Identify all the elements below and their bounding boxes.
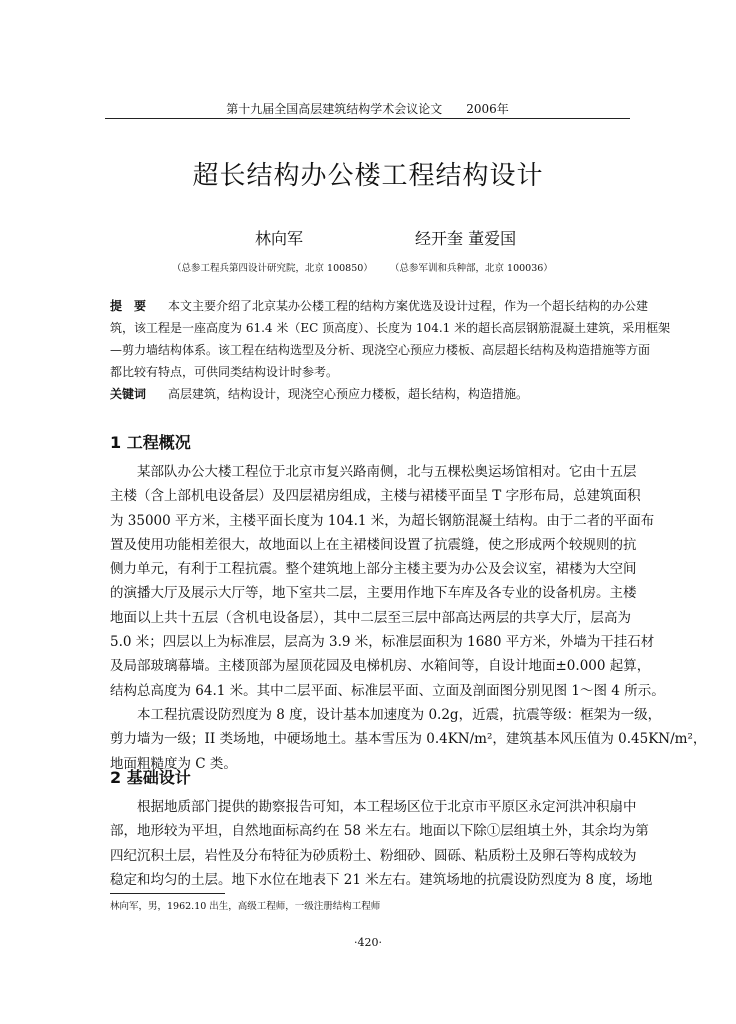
paper-title: 超长结构办公楼工程结构设计 [192, 161, 544, 191]
body-line: 某部队办公大楼工程位于北京市复兴路南侧，北与五棵松奥运场馆相对。它由十五层 [110, 464, 637, 480]
section-heading-1: 1 工程概况 [110, 433, 191, 452]
abstract [110, 295, 671, 405]
author-1: 林向军 [255, 229, 304, 248]
body-line: 主楼（含上部机电设备层）及四层裙房组成，主楼与裙楼平面呈 T 字形布局，总建筑面积 [110, 488, 641, 505]
body-line: 为 35000 平方米，主楼平面长度为 104.1 米，为超长钢筋混凝土结构。由于二者的平面布 [110, 512, 655, 529]
body-line: 地面粗糙度为 C 类。 [110, 755, 237, 772]
abstract-line: 都比较有特点，可供同类结构设计时参考。 [110, 365, 339, 379]
running-header: 第十九届全国高层建筑结构学术会议论文 2006年 [226, 102, 509, 116]
abstract-line: —剪力墙结构体系。该工程在结构选型及分析、现浇空心预应力楼板、高层超长结构及构造措施等方面 [110, 343, 651, 357]
affiliation-2: （总参军训和兵种部，北京 100036） [390, 263, 553, 274]
keywords-label: 关键词 [110, 387, 147, 401]
page-number: ·420· [354, 936, 382, 949]
keywords [110, 383, 631, 405]
body-line: 侧力单元，有利于工程抗震。整个建筑地上部分主楼主要为办公及会议室，裙楼为大空间 [110, 561, 637, 578]
body-line: 结构总高度为 64.1 米。其中二层平面、标准层平面、立面及剖面图分别见图 1～图 4 所示。 [110, 682, 665, 699]
footnote-rule [110, 893, 225, 894]
body-line: 剪力墙为一级；II 类场地，中硬场地土。基本雪压为 0.4KN/m²，建筑基本风压值为 0.45KN/m²， [110, 731, 707, 748]
body-line: 置及使用功能相差很大，故地面以上在主裙楼间设置了抗震缝，使之形成两个较规则的抗 [110, 536, 637, 553]
author-2: 经开奎 董爱国 [415, 229, 517, 248]
section-heading-2: 2 基础设计 [110, 768, 191, 787]
abstract-line: 筑，该工程是一座高度为 61.4 米（EC 顶高度）、长度为 104.1 米的超长高层钢筋混凝土建筑，采用框架 [110, 321, 671, 335]
header-rule [105, 118, 630, 119]
footnote: 林向军，男，1962.10 出生，高级工程师，一级注册结构工程师 [110, 901, 381, 912]
section-1-body [110, 460, 707, 776]
body-line: 本工程抗震设防烈度为 8 度，设计基本加速度为 0.2g，近震，抗震等级：框架为一级， [110, 706, 662, 723]
body-line: 根据地质部门提供的勘察报告可知，本工程场区位于北京市平原区永定河洪冲积扇中 [110, 799, 637, 815]
body-line: 地面以上共十五层（含机电设备层），其中二层至三层中部高达两层的共享大厅，层高为 [110, 609, 631, 626]
keywords-text: 高层建筑，结构设计，现浇空心预应力楼板，超长结构，构造措施。 [168, 387, 529, 401]
abstract-line: 本文主要介绍了北京某办公楼工程的结构方案优选及设计过程，作为一个超长结构的办公建 [168, 299, 649, 313]
body-line: 的演播大厅及展示大厅等，地下室共二层，主要用作地下车库及各专业的设备机房。主楼 [110, 585, 637, 602]
body-line: 部，地形较为平坦，自然地面标高约在 58 米左右。地面以下除①层组填土外，其余均为第 [110, 823, 649, 840]
affiliation-1: （总参工程兵第四设计研究院，北京 100850） [172, 263, 373, 274]
body-line: 稳定和均匀的土层。地下水位在地表下 21 米左右。建筑场地的抗震设防烈度为 8 度，场地 [110, 871, 653, 888]
abstract-label: 提 要 [110, 299, 147, 313]
body-line: 5.0 米；四层以上为标准层，层高为 3.9 米，标准层面积为 1680 平方米，外墙为干挂石材 [110, 634, 655, 651]
section-2-body [110, 795, 653, 892]
body-line: 及局部玻璃幕墙。主楼顶部为屋顶花园及电梯机房、水箱间等，自设计地面±0.000 起算， [110, 658, 651, 675]
body-line: 四纪沉积土层，岩性及分布特征为砂质粉土、粉细砂、圆砾、粘质粉土及卵石等构成较为 [110, 847, 637, 864]
